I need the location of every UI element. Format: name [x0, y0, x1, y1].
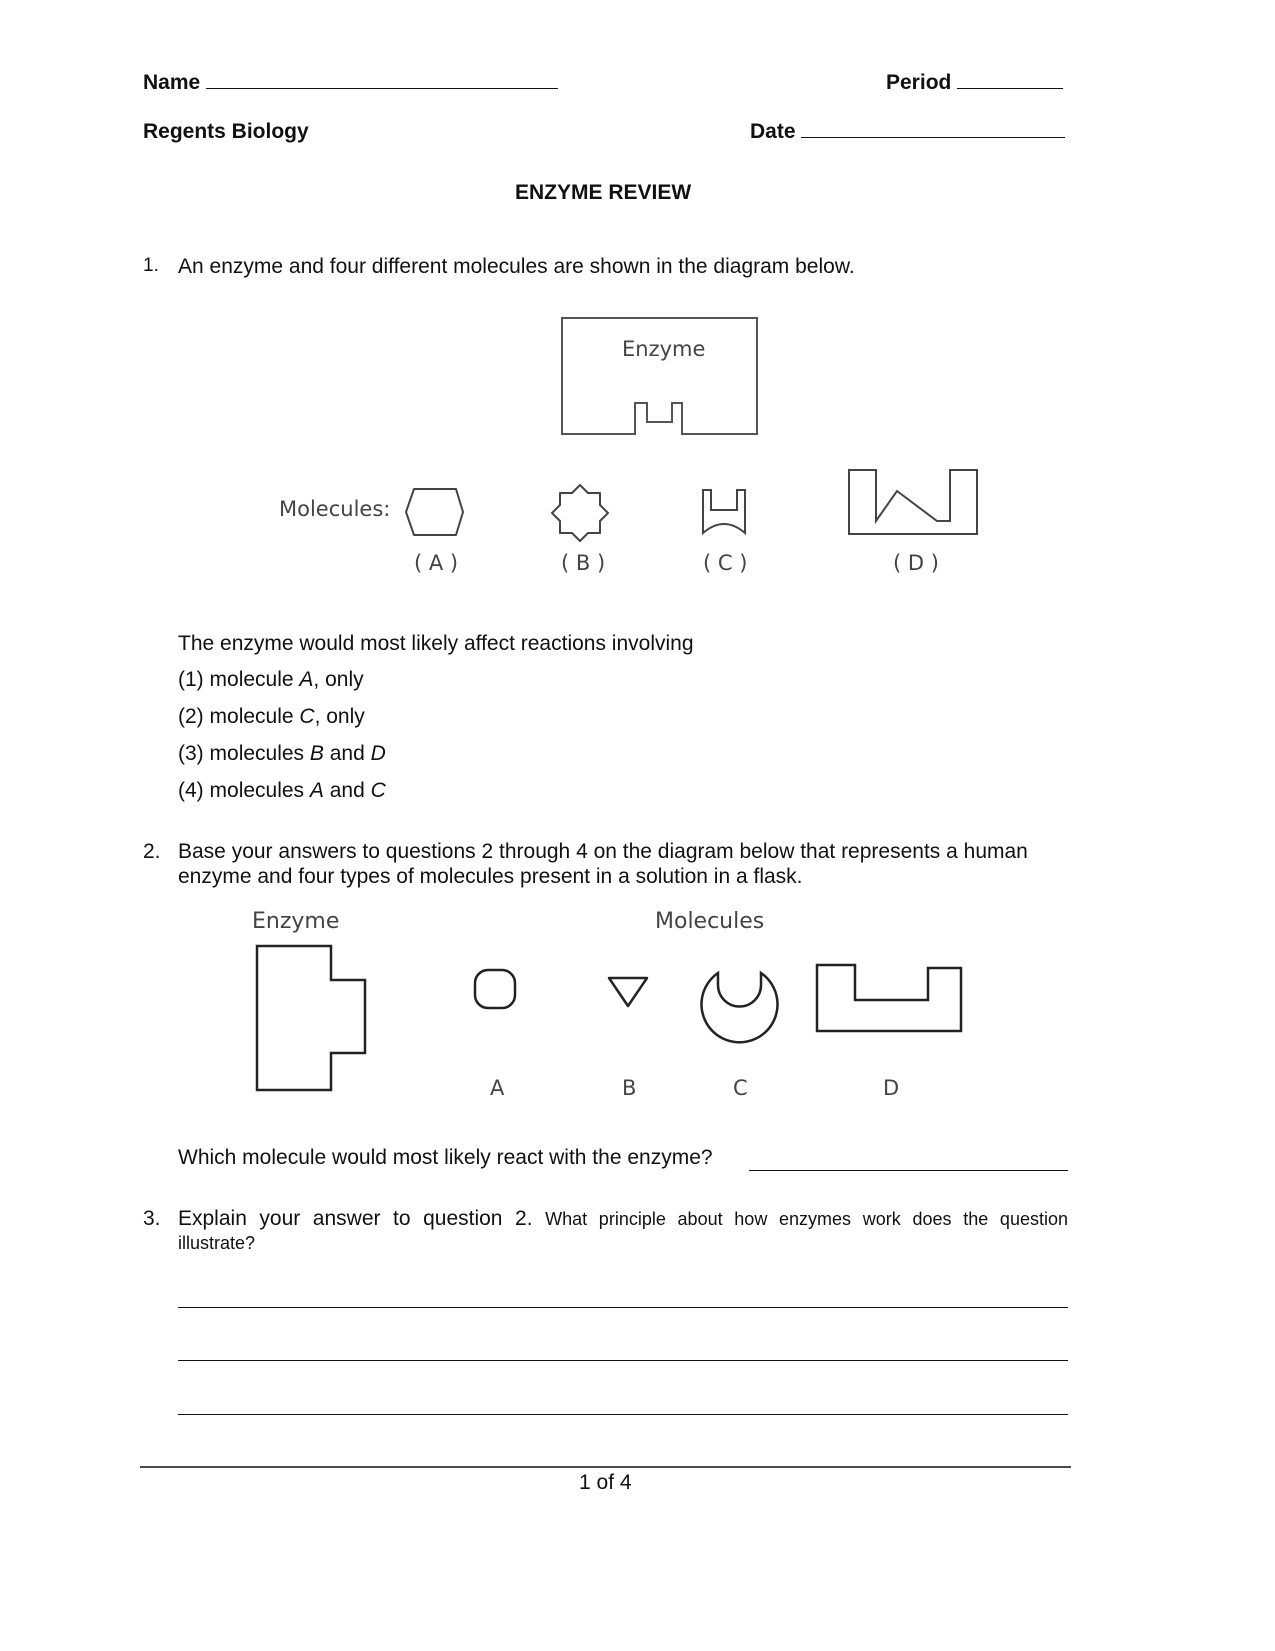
- name-blank[interactable]: [206, 88, 558, 89]
- page-number: 1 of 4: [579, 1471, 632, 1494]
- q1-enzyme-shape: [562, 318, 757, 434]
- q3-answer-line-1[interactable]: [178, 1307, 1068, 1308]
- choice-var: C: [299, 705, 315, 728]
- choice-var: A: [309, 779, 324, 802]
- choice-text: molecules: [209, 779, 305, 802]
- q2-text-line1: Base your answers to questions 2 through 4 on the diagram below that represents a human: [178, 840, 1028, 863]
- choice-number: (2): [178, 705, 204, 728]
- q2-molecule-d-shape: [817, 965, 961, 1031]
- page-title: ENZYME REVIEW: [515, 181, 692, 204]
- q1-number: 1.: [143, 255, 159, 276]
- q2-prompt: Which molecule would most likely react with the enzyme?: [178, 1146, 713, 1169]
- q3-answer-line-2[interactable]: [178, 1360, 1068, 1361]
- q1-molecule-a-shape: [406, 489, 463, 535]
- q3-answer-line-3[interactable]: [178, 1414, 1068, 1415]
- choice-number: (1): [178, 668, 204, 691]
- name-field: [143, 71, 558, 95]
- q2-label-b: B: [622, 1076, 637, 1100]
- q3-number: 3.: [143, 1207, 161, 1230]
- choice-text: molecule: [209, 705, 294, 728]
- q2-molecule-c-shape: [701, 973, 777, 1042]
- q1-label-b: ( B ): [561, 551, 606, 575]
- date-label: Date: [750, 120, 796, 143]
- period-label: Period: [886, 71, 952, 94]
- choice-number: (3): [178, 742, 204, 765]
- q1-choice-1[interactable]: [178, 668, 364, 692]
- q1-molecules-label: Molecules:: [279, 497, 391, 521]
- q2-text-line2: enzyme and four types of molecules present in a solution in a flask.: [178, 865, 803, 888]
- q3-rest: What principle about how enzymes work does the question: [545, 1209, 1068, 1229]
- date-blank[interactable]: [801, 137, 1065, 138]
- q1-molecule-c-shape: [703, 490, 745, 533]
- q2-label-d: D: [883, 1076, 900, 1100]
- q2-number: 2.: [143, 840, 161, 863]
- q2-molecule-a-shape: [475, 970, 515, 1008]
- q2-answer-blank[interactable]: [749, 1146, 1068, 1171]
- course-name: Regents Biology: [143, 120, 309, 143]
- q1-stem: The enzyme would most likely affect reactions involving: [178, 632, 694, 655]
- choice-suffix: and: [323, 742, 371, 765]
- choice-suffix: and: [323, 779, 371, 802]
- date-field: [750, 120, 1065, 144]
- choice-var-2: D: [370, 742, 386, 765]
- q1-molecule-b-shape: [552, 485, 608, 541]
- q1-text: An enzyme and four different molecules are shown in the diagram below.: [178, 255, 855, 278]
- choice-suffix: , only: [313, 668, 364, 691]
- name-label: Name: [143, 71, 201, 94]
- choice-text: molecules: [209, 742, 305, 765]
- q2-enzyme-label: Enzyme: [252, 909, 340, 934]
- q2-label-c: C: [733, 1076, 748, 1100]
- q2-molecules-label: Molecules: [655, 909, 765, 934]
- choice-text: molecule: [209, 668, 294, 691]
- q1-choice-2[interactable]: [178, 705, 365, 729]
- q1-choice-3[interactable]: [178, 742, 386, 766]
- choice-var-2: C: [370, 779, 386, 802]
- q3-lead: Explain your answer to question 2.: [178, 1207, 533, 1230]
- q1-molecule-d-shape: [849, 470, 977, 534]
- q1-enzyme-label: Enzyme: [622, 337, 706, 361]
- q1-label-a: ( A ): [414, 551, 459, 575]
- choice-var: B: [309, 742, 324, 765]
- choice-var: A: [299, 668, 314, 691]
- choice-number: (4): [178, 779, 204, 802]
- period-blank[interactable]: [957, 88, 1063, 89]
- q1-label-c: ( C ): [703, 551, 748, 575]
- q2-molecule-b-shape: [609, 978, 647, 1006]
- q2-label-a: A: [490, 1076, 505, 1100]
- q1-choice-4[interactable]: [178, 779, 386, 803]
- q3-text-line2: illustrate?: [178, 1233, 256, 1253]
- choice-suffix: , only: [314, 705, 365, 728]
- q3-text-line1: [178, 1207, 1068, 1231]
- q1-label-d: ( D ): [893, 551, 939, 575]
- q2-enzyme-shape: [257, 946, 365, 1090]
- period-field: [886, 71, 1063, 95]
